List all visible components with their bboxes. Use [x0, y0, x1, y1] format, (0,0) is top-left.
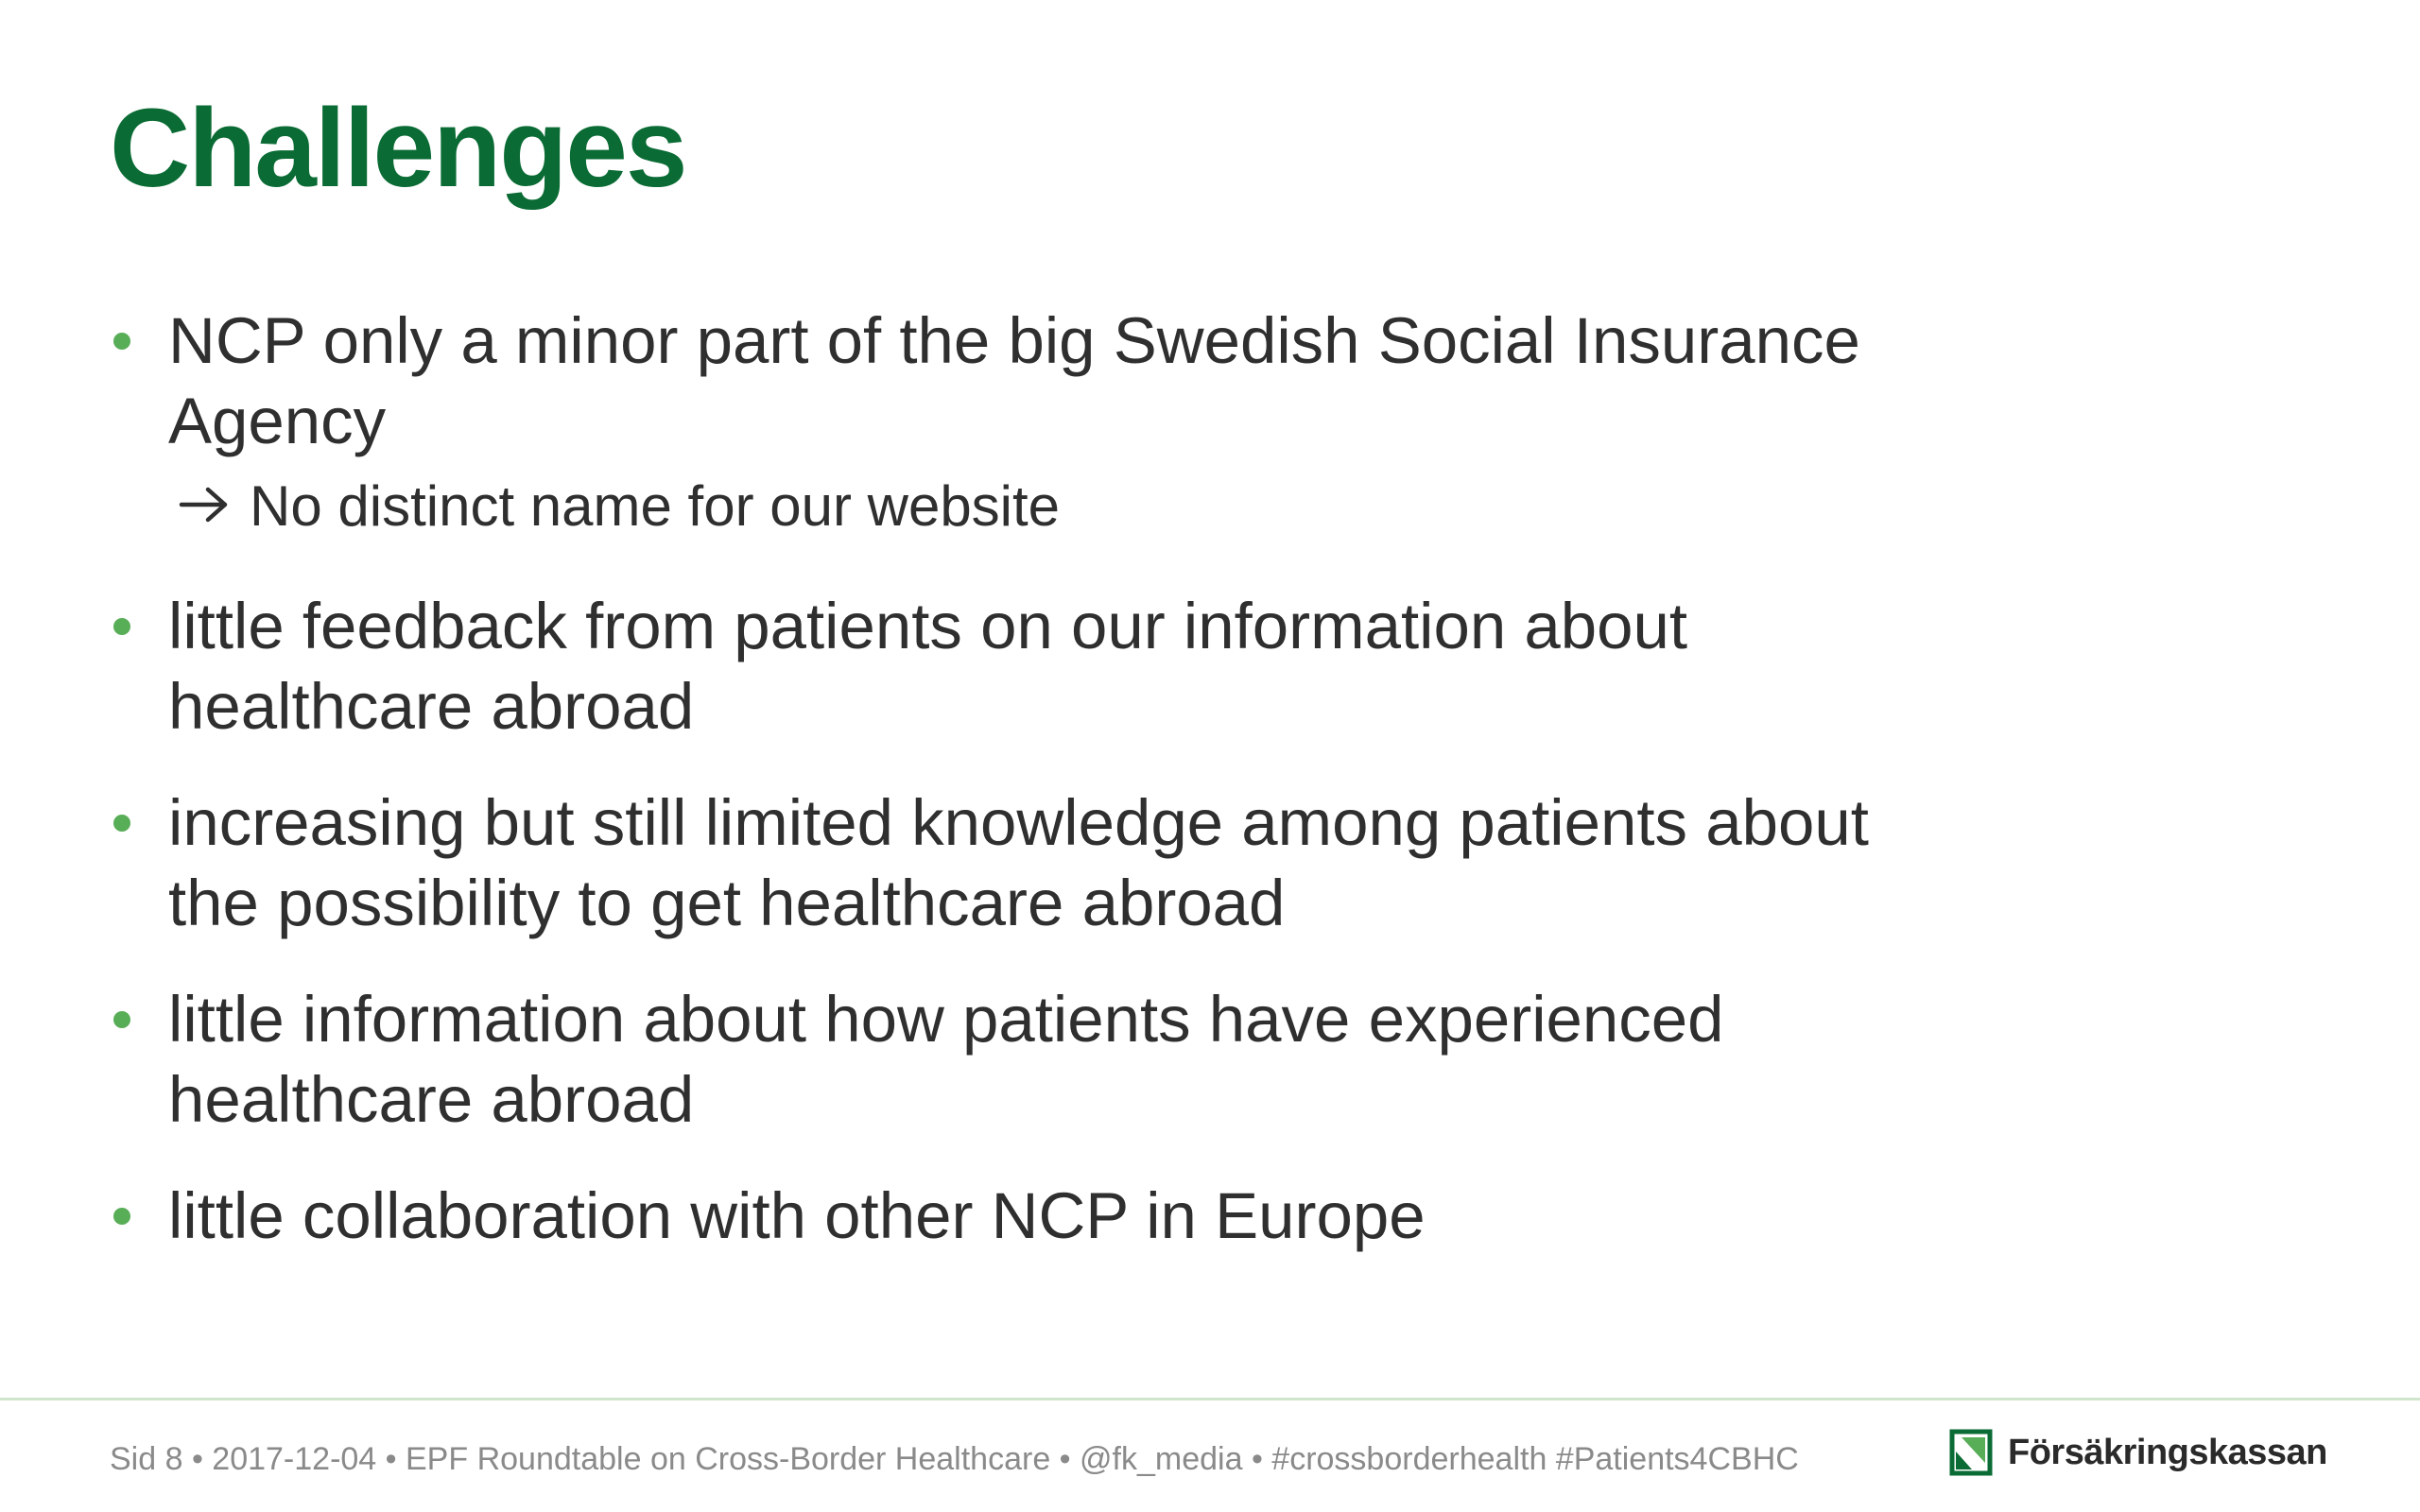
- bullet-dot-icon: [113, 1011, 130, 1028]
- bullet-text: little information about how patients have experienced healthcare abroad: [168, 983, 1724, 1136]
- bullet-list: [110, 301, 1906, 1256]
- bullet-dot-icon: [113, 1208, 130, 1225]
- bullet-text: NCP only a minor part of the big Swedish Social Insurance Agency: [168, 304, 1860, 457]
- bullet-item: [110, 1176, 1906, 1256]
- bullet-item: [110, 979, 1906, 1140]
- footer-divider: [0, 1398, 2420, 1400]
- slide-title: Challenges: [110, 86, 686, 211]
- sub-point-text: No distinct name for our website: [250, 474, 1061, 538]
- bullet-text: little collaboration with other NCP in Europe: [168, 1179, 1426, 1252]
- bullet-text: increasing but still limited knowledge among patients about the possibility to get healthcare abroad: [168, 786, 1869, 939]
- bullet-text: little feedback from patients on our information about healthcare abroad: [168, 590, 1688, 743]
- forsakringskassan-logo: [1949, 1425, 2327, 1480]
- arrow-right-icon: [178, 486, 233, 524]
- forsakringskassan-logo-icon: [1949, 1429, 1993, 1476]
- sub-point: [168, 472, 1906, 541]
- logo-text: Försäkringskassan: [2008, 1432, 2327, 1472]
- footer-text: Sid 8 • 2017-12-04 • EPF Roundtable on Cross-Border Healthcare • @fk_media • #crossborderhealth #Patients4CBHC: [110, 1441, 1799, 1477]
- bullet-dot-icon: [113, 815, 130, 832]
- bullet-item: [110, 586, 1906, 747]
- bullet-dot-icon: [113, 333, 130, 350]
- bullet-dot-icon: [113, 618, 130, 635]
- bullet-item: [110, 782, 1906, 943]
- bullet-item: [110, 301, 1906, 541]
